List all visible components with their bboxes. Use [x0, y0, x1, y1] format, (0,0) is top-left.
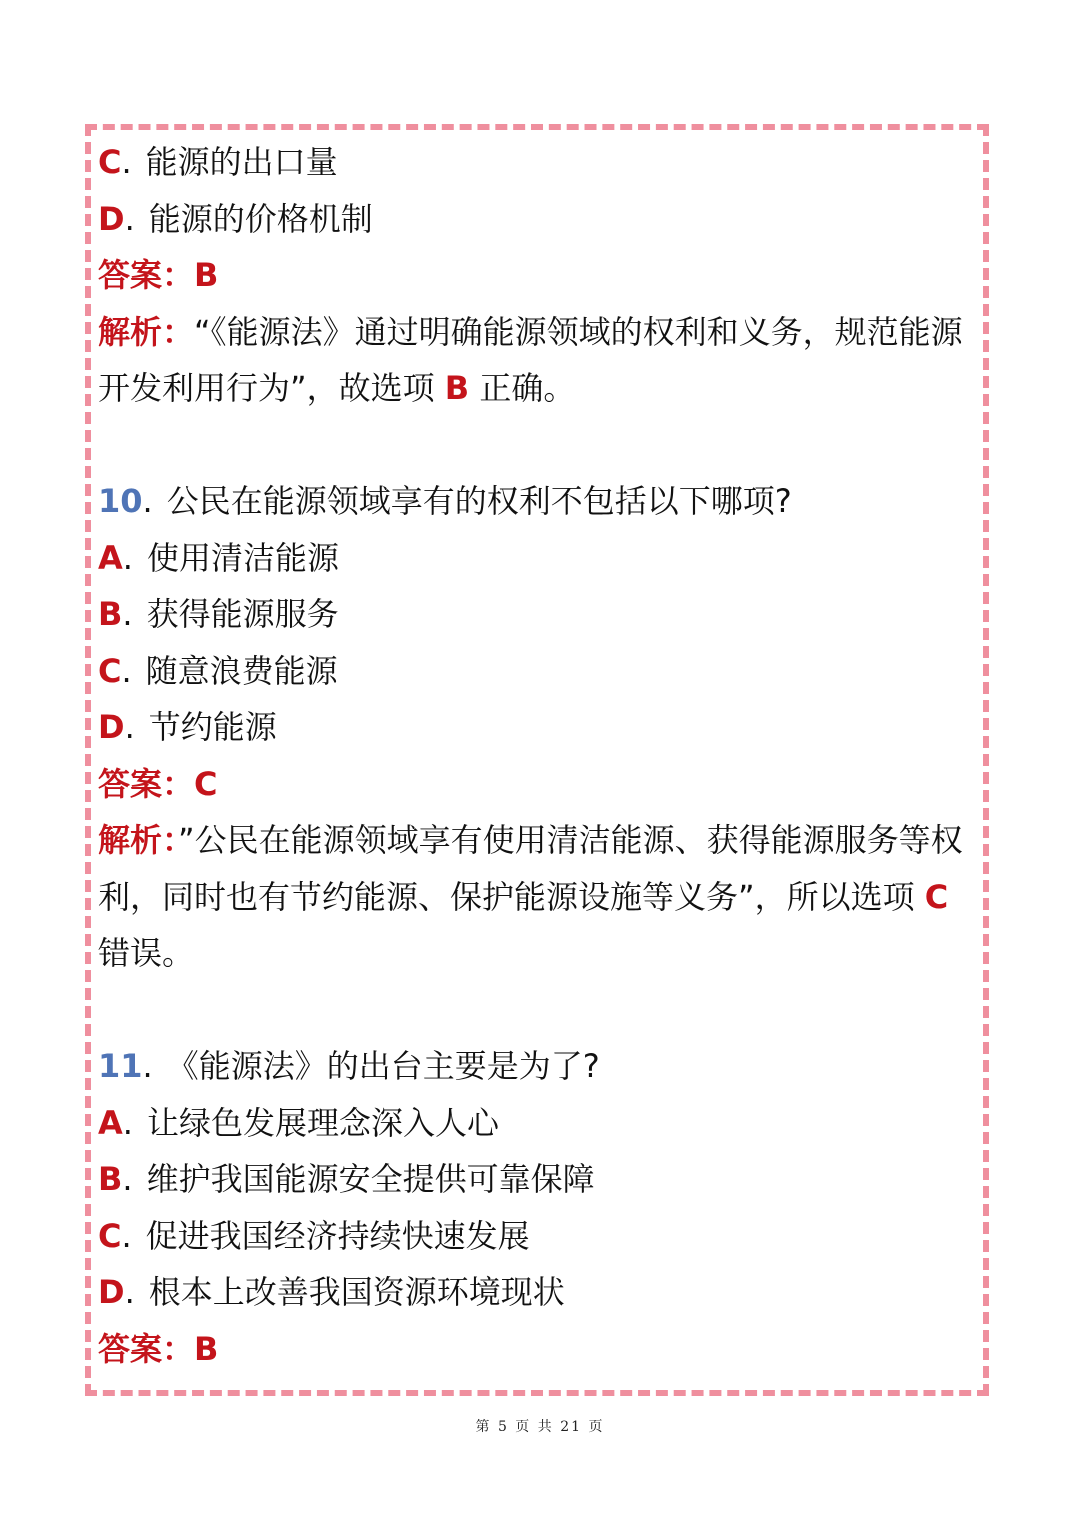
option-letter: A [98, 1103, 123, 1142]
option-letter: D [98, 708, 125, 746]
question-number: 11 [98, 1047, 143, 1085]
answer-value: C [194, 764, 218, 803]
option-text: 节约能源 [148, 708, 277, 746]
option-letter: B [98, 595, 123, 633]
question-number: 10 [98, 482, 143, 520]
question-text: 《能源法》的出台主要是为了? [166, 1047, 600, 1085]
option-letter: C [98, 651, 122, 690]
q10-option-b: B. 获得能源服务 [98, 595, 339, 633]
q10-question: 10. 公民在能源领域享有的权利不包括以下哪项? [98, 482, 792, 520]
q11-option-c: C. 促进我国经济持续快速发展 [98, 1216, 530, 1255]
q10-answer [98, 756, 986, 813]
spacer [98, 417, 986, 474]
q10-option-a: A. 使用清洁能源 [98, 538, 339, 577]
answer-label: 答案： [98, 1329, 195, 1368]
option-letter: D [98, 199, 125, 238]
option-text: 能源的出口量 [145, 143, 338, 181]
q9-answer [98, 247, 986, 304]
option-text: 获得能源服务 [146, 595, 339, 633]
option-text: 随意浪费能源 [145, 651, 338, 690]
option-text: 促进我国经济持续快速发展 [145, 1216, 530, 1255]
quiz-content [98, 134, 986, 1377]
option-text: 使用清洁能源 [146, 538, 339, 577]
q11-option-a: A. 让绿色发展理念深入人心 [98, 1103, 499, 1142]
spacer [98, 982, 986, 1039]
option-letter: A [98, 538, 123, 577]
answer-label: 答案： [98, 764, 195, 803]
q11-option-d: D. 根本上改善我国资源环境现状 [98, 1273, 565, 1311]
page-footer: 第 5 页 共 21 页 [475, 1419, 605, 1435]
answer-value: B [194, 1329, 219, 1368]
option-text: 根本上改善我国资源环境现状 [148, 1273, 565, 1311]
q10-option-c: C. 随意浪费能源 [98, 651, 338, 690]
q10-option-d: D. 节约能源 [98, 708, 277, 746]
option-letter: B [98, 1160, 123, 1198]
explanation-label: 解析： [98, 821, 179, 859]
explanation-text-end: 正确。 [469, 369, 576, 407]
q10-explanation [98, 812, 986, 982]
explanation-text: “《能源法》通过明确能源领域的权利和义务，规范能源开发利用行为”，故选项 [98, 312, 963, 407]
explanation-option-letter: B [444, 369, 470, 407]
answer-label: 答案： [98, 256, 195, 294]
explanation-text-end: 错误。 [98, 934, 195, 972]
q11-option-b: B. 维护我国能源安全提供可靠保障 [98, 1160, 595, 1198]
option-letter: C [98, 1216, 122, 1255]
question-text: 公民在能源领域享有的权利不包括以下哪项? [166, 482, 792, 520]
option-text: 让绿色发展理念深入人心 [146, 1103, 499, 1142]
option-letter: D [98, 1273, 125, 1311]
q9-option-d: D. 能源的价格机制 [98, 199, 373, 238]
explanation-text: ”公民在能源领域享有使用清洁能源、获得能源服务等权利，同时也有节约能源、保护能源设施等义务”，所以选项 [98, 821, 963, 916]
explanation-label: 解析： [98, 312, 195, 351]
option-letter: C [98, 143, 122, 181]
q11-question: 11. 《能源法》的出台主要是为了? [98, 1047, 600, 1085]
q9-explanation [98, 304, 986, 417]
q11-answer [98, 1321, 986, 1378]
q9-option-c: C. 能源的出口量 [98, 143, 338, 181]
option-text: 能源的价格机制 [148, 199, 373, 238]
explanation-option-letter: C [924, 877, 949, 916]
answer-value: B [194, 256, 219, 294]
option-text: 维护我国能源安全提供可靠保障 [146, 1160, 595, 1198]
